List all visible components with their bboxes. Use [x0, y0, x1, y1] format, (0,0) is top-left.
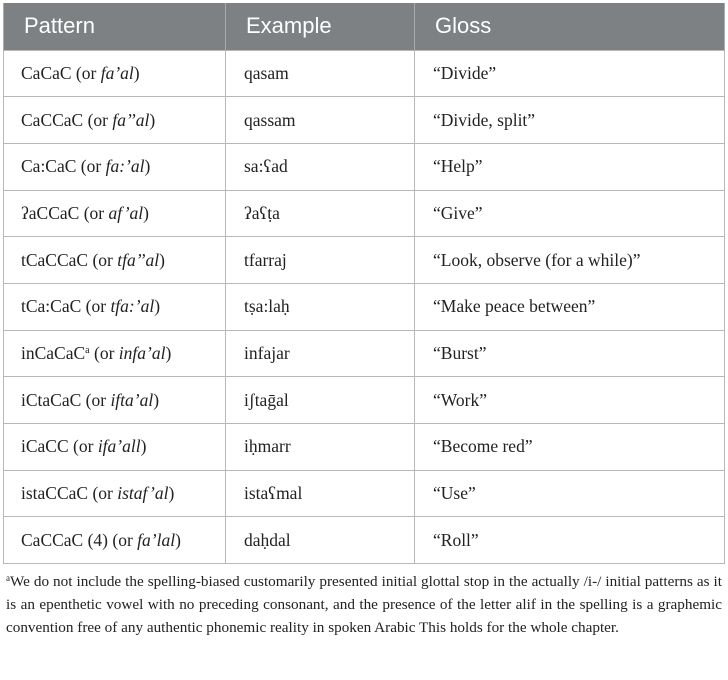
example-cell: qasam — [226, 50, 415, 97]
gloss-cell: “Roll” — [415, 517, 725, 564]
gloss-cell: “Make peace between” — [415, 283, 725, 330]
example-cell: daḥdal — [226, 517, 415, 564]
pattern-text: CaCaC (or — [21, 62, 101, 83]
table-row — [4, 237, 725, 284]
pattern-text: Ca:CaC (or — [21, 156, 106, 177]
pattern-close: ) — [168, 483, 175, 504]
example-cell: iḥmarr — [226, 424, 415, 471]
table-row — [4, 470, 725, 517]
pattern-close: ) — [165, 342, 172, 363]
pattern-cell — [4, 143, 226, 190]
pattern-transliteration: ifa’all — [97, 436, 141, 457]
pattern-text: CaCCaC (4) (or — [21, 529, 138, 550]
table-row — [4, 190, 725, 237]
pattern-close: ) — [159, 249, 165, 270]
gloss-cell: “Look, observe (for a while)” — [415, 237, 725, 284]
pattern-transliteration: fa:’al — [105, 156, 145, 177]
pattern-text: istaCCaC (or — [21, 483, 118, 504]
table-row — [4, 517, 725, 564]
pattern-cell — [4, 237, 226, 284]
table-row — [4, 143, 725, 190]
pattern-transliteration: tfa’’al — [117, 249, 160, 270]
pattern-cell — [4, 517, 226, 564]
gloss-cell: “Help” — [415, 143, 725, 190]
gloss-cell: “Give” — [415, 190, 725, 237]
gloss-cell: “Work” — [415, 377, 725, 424]
gloss-cell: “Divide, split” — [415, 97, 725, 144]
header-pattern: Pattern — [4, 3, 226, 50]
pattern-text: iCaCC (or — [21, 436, 98, 457]
table-row — [4, 50, 725, 97]
gloss-cell: “Use” — [415, 470, 725, 517]
pattern-transliteration: fa’lal — [137, 529, 176, 550]
footnote-marker: a — [6, 573, 10, 583]
footnote-text: We do not include the spelling-biased customarily presented initial glottal stop in the actually /i-/ initial patterns as it is an epenthetic vowel with no preceding consonant, and the presence of the letter alif in the spelling is a graphemic convention free of any authentic phonemic reality in spoken Arabic This holds for the whole chapter. — [6, 573, 722, 636]
pattern-transliteration: af’al — [108, 202, 144, 223]
pattern-transliteration: infa’al — [118, 342, 166, 363]
header-gloss: Gloss — [415, 3, 725, 50]
example-cell: ʔaʕṭa — [226, 190, 415, 237]
table-footnote — [6, 567, 722, 639]
header-example: Example — [226, 3, 415, 50]
pattern-close: ) — [153, 389, 160, 410]
pattern-transliteration: ifta’al — [110, 389, 154, 410]
gloss-cell: “Burst” — [415, 330, 725, 377]
pattern-close: ) — [133, 62, 140, 83]
pattern-text: CaCCaC (or — [21, 109, 113, 130]
pattern-cell — [4, 190, 226, 237]
pattern-cell — [4, 283, 226, 330]
example-cell: qassam — [226, 97, 415, 144]
pattern-cell — [4, 50, 226, 97]
gloss-cell: “Divide” — [415, 50, 725, 97]
pattern-transliteration: istaf’al — [117, 483, 169, 504]
pattern-cell — [4, 424, 226, 471]
gloss-cell: “Become red” — [415, 424, 725, 471]
pattern-table — [3, 3, 725, 564]
table-row — [4, 283, 725, 330]
pattern-close: ) — [144, 156, 151, 177]
example-cell: sa:ʕad — [226, 143, 415, 190]
example-cell: tfarraj — [226, 237, 415, 284]
example-cell: infajar — [226, 330, 415, 377]
pattern-text: ʔaCCaC (or — [21, 202, 109, 223]
table-row — [4, 377, 725, 424]
pattern-cell — [4, 97, 226, 144]
table-row — [4, 424, 725, 471]
example-cell: tṣa:laḥ — [226, 283, 415, 330]
footnote-ref: a — [85, 344, 90, 356]
pattern-text: tCaCCaC (or — [21, 249, 118, 270]
pattern-text: tCa:CaC (or — [21, 296, 111, 317]
pattern-transliteration: fa’’al — [112, 109, 150, 130]
pattern-transliteration: tfa:’al — [110, 296, 155, 317]
pattern-close: ) — [175, 529, 181, 550]
table-row — [4, 97, 725, 144]
table-row — [4, 330, 725, 377]
pattern-close: ) — [140, 436, 147, 457]
pattern-text: inCaCaC — [21, 342, 86, 363]
pattern-transliteration: fa’al — [100, 62, 134, 83]
example-cell: istaʕmal — [226, 470, 415, 517]
table-header-row — [4, 3, 725, 50]
pattern-cell — [4, 470, 226, 517]
pattern-close: ) — [154, 296, 161, 317]
pattern-close: ) — [143, 202, 149, 223]
pattern-text: iCtaCaC (or — [21, 389, 111, 410]
pattern-close: ) — [149, 109, 156, 130]
example-cell: iʃtaḡal — [226, 377, 415, 424]
pattern-cell: inCaCaC$^a$ (or infa’al) — [4, 330, 226, 377]
pattern-cell — [4, 377, 226, 424]
